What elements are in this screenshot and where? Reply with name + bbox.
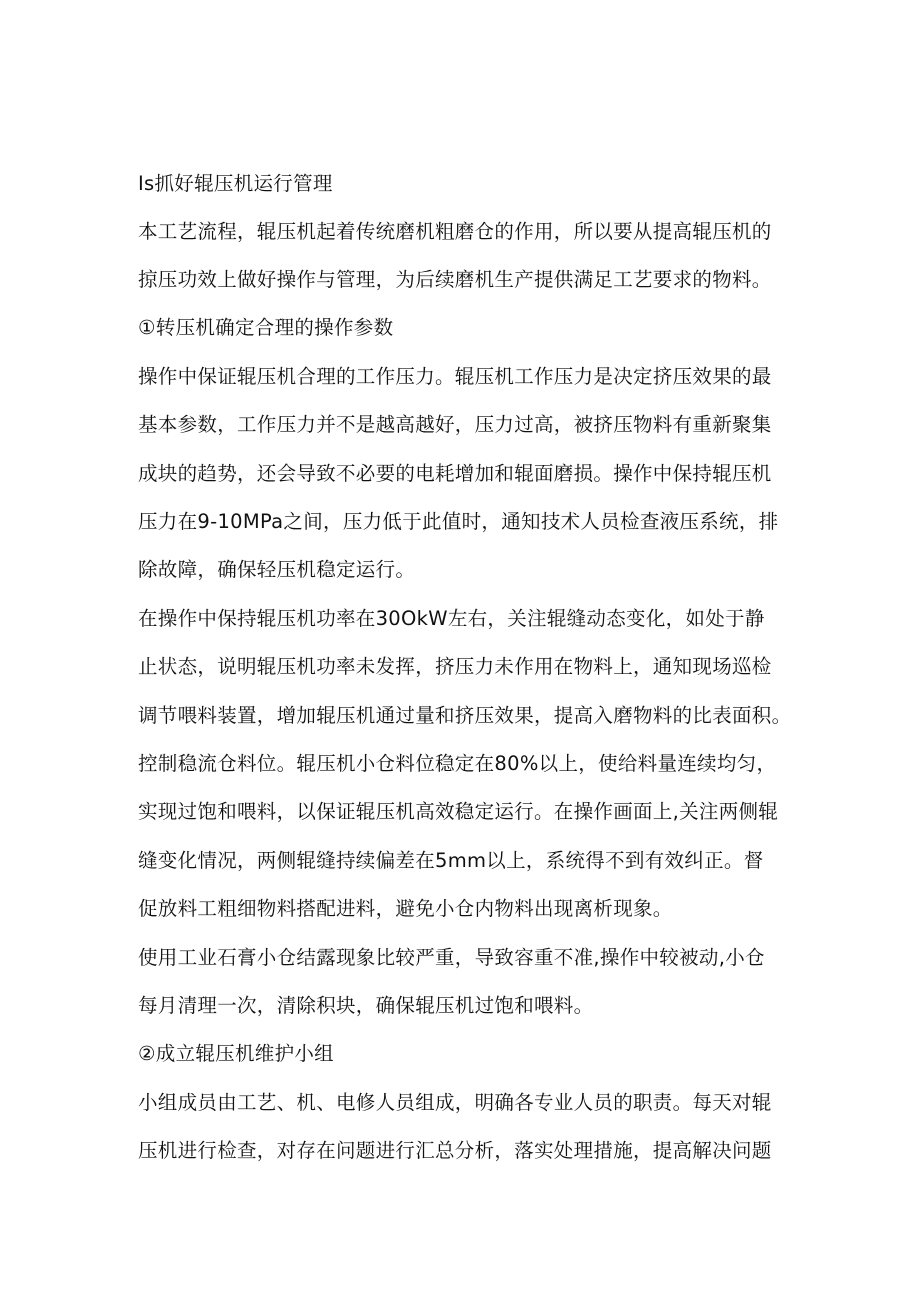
text-line: 每月清理一次，清除积块，确保辊压机过饱和喂料。 [138,994,594,1017]
text-line: 小组成员由工艺、机、电修人员组成，明确各专业人员的职责。每天对辊 [138,1091,772,1114]
text-line: 成块的趋势，还会导致不必要的电耗增加和辊面磨损。操作中保持辊压机 [138,462,772,485]
text-line: 压力在9-10MPa之间，压力低于此值时，通知技术人员检查液压系统，排 [138,510,779,533]
text-line: 缝变化情况，两侧辊缝持续偏差在5mm以上，系统得不到有效纠正。督 [138,849,764,872]
text-line: 止状态，说明辊压机功率未发挥，挤压力未作用在物料上，通知现场巡检 [138,655,772,678]
text-line: 实现过饱和喂料，以保证辊压机高效稳定运行。在操作画面上,关注两侧辊 [138,800,779,823]
text-line: 操作中保证辊压机合理的工作压力。辊压机工作压力是决定挤压效果的最 [138,365,772,388]
text-line: 在操作中保持辊压机功率在30OkW左右，关注辊缝动态变化，如处于静 [138,607,765,630]
text-line: 控制稳流仓料位。辊压机小仓料位稳定在80%以上，使给料量连续均匀， [138,752,777,775]
subsection-heading: ①转压机确定合理的操作参数 [138,316,394,339]
text-line: 基本参数，工作压力并不是越高越好，压力过高，被挤压物料有重新聚集 [138,413,772,436]
text-line: 除故障，确保轻压机稳定运行。 [138,558,416,581]
text-line: 促放料工粗细物料搭配进料，避免小仓内物料出现离析现象。 [138,897,673,920]
text-line: 使用工业石膏小仓结露现象比较严重，导致容重不准,操作中较被动,小仓 [138,946,765,969]
text-line: 压机进行检查，对存在问题进行汇总分析，落实处理措施，提高解决问题 [138,1139,772,1162]
text-line: 掠压功效上做好操作与管理，为后续磨机生产提供满足工艺要求的物料。 [138,268,772,291]
text-line: 调节喂料装置，增加辊压机通过量和挤压效果，提高入磨物料的比表面积。 [138,704,792,727]
text-line: 本工艺流程，辊压机起着传统磨机粗磨仓的作用，所以要从提高辊压机的 [138,220,772,243]
subsection-heading: ②成立辊压机维护小组 [138,1042,334,1065]
section-heading: Is抓好辊压机运行管理 [138,172,333,195]
